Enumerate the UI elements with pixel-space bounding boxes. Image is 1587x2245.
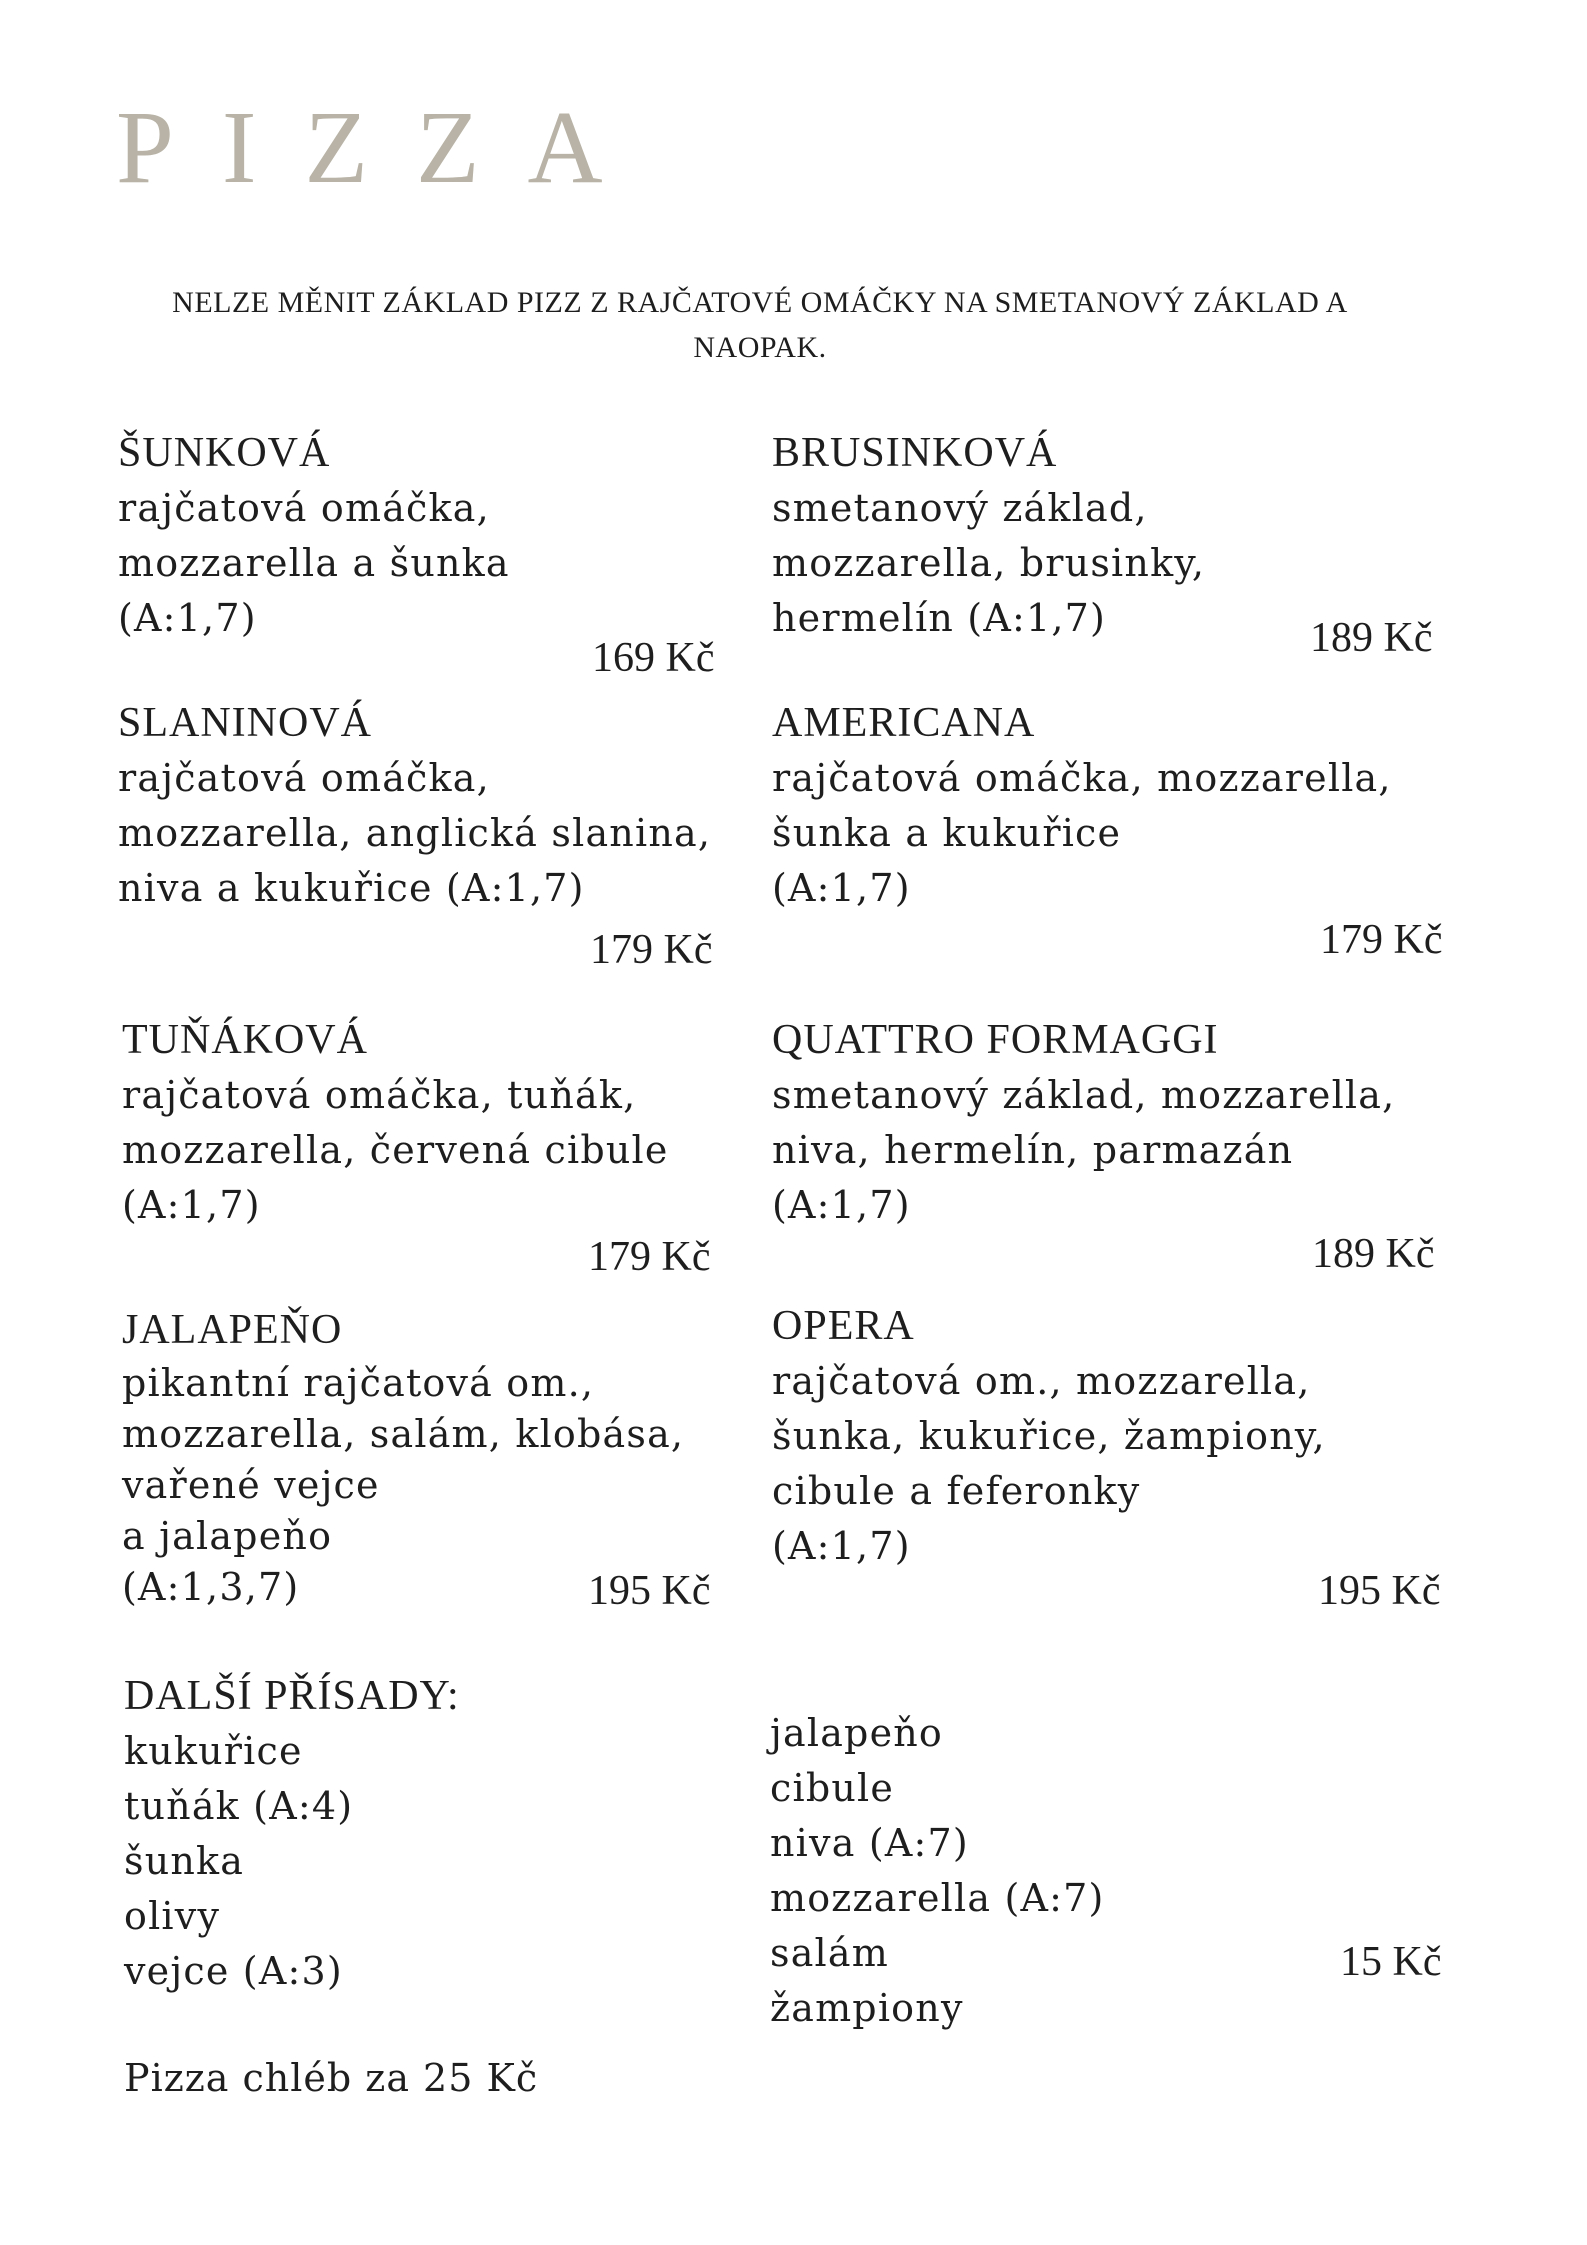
item-price: 179 Kč bbox=[1320, 917, 1443, 963]
item-price: 189 Kč bbox=[1310, 615, 1433, 661]
extras-right-list bbox=[770, 1706, 1290, 2036]
item-price: 179 Kč bbox=[590, 927, 713, 973]
menu-item-jalapeno bbox=[122, 1302, 752, 1642]
menu-item-slaninova bbox=[118, 695, 758, 985]
list-item: vejce (A:3) bbox=[124, 1949, 343, 1993]
item-name: QUATTRO FORMAGGI bbox=[772, 1017, 1219, 1063]
item-price: 179 Kč bbox=[588, 1234, 711, 1280]
item-price: 169 Kč bbox=[592, 635, 715, 681]
item-name: ŠUNKOVÁ bbox=[118, 430, 331, 476]
item-name: BRUSINKOVÁ bbox=[772, 430, 1058, 476]
item-price: 195 Kč bbox=[588, 1568, 711, 1614]
item-description: rajčatová omáčka, mozzarella, šunka a kukuřice (A:1,7) bbox=[772, 756, 1392, 910]
list-item: jalapeňo bbox=[770, 1711, 944, 1755]
item-description: rajčatová om., mozzarella, šunka, kukuřice, žampiony, cibule a feferonky (A:1,7) bbox=[772, 1359, 1326, 1568]
menu-item-quattro-formaggi bbox=[772, 1012, 1462, 1292]
menu-item-sunkova bbox=[118, 425, 738, 685]
menu-notice: NELZE MĚNIT ZÁKLAD PIZZ Z RAJČATOVÉ OMÁČKY NA SMETANOVÝ ZÁKLAD A NAOPAK. bbox=[172, 286, 1348, 364]
menu-item-tunakova bbox=[122, 1012, 752, 1292]
page-title: PIZZA bbox=[116, 90, 651, 205]
item-name: JALAPEŇO bbox=[122, 1307, 343, 1353]
item-description: rajčatová omáčka, mozzarella a šunka (A:1,7) bbox=[118, 486, 510, 640]
list-item: šunka bbox=[124, 1839, 245, 1883]
list-item: niva (A:7) bbox=[770, 1821, 969, 1865]
list-item: tuňák (A:4) bbox=[124, 1784, 354, 1828]
menu-item-brusinkova bbox=[772, 425, 1452, 665]
pizza-bread-note: Pizza chléb za 25 Kč bbox=[124, 2056, 539, 2100]
list-item: žampiony bbox=[770, 1986, 964, 2030]
item-description: smetanový základ, mozzarella, brusinky, hermelín (A:1,7) bbox=[772, 486, 1206, 640]
item-description: rajčatová omáčka, mozzarella, anglická slanina, niva a kukuřice (A:1,7) bbox=[118, 756, 712, 910]
list-item: kukuřice bbox=[124, 1729, 303, 1773]
extras-price: 15 Kč bbox=[1340, 1939, 1442, 1985]
item-name: OPERA bbox=[772, 1303, 915, 1349]
item-name: TUŇÁKOVÁ bbox=[122, 1017, 368, 1063]
item-name: AMERICANA bbox=[772, 700, 1036, 746]
item-price: 189 Kč bbox=[1312, 1231, 1435, 1277]
item-description: pikantní rajčatová om., mozzarella, salám, klobása, vařené vejce a jalapeňo (A:1,3,7) bbox=[122, 1361, 685, 1609]
item-description: rajčatová omáčka, tuňák, mozzarella, červená cibule (A:1,7) bbox=[122, 1073, 669, 1227]
list-item: salám bbox=[770, 1931, 889, 1975]
list-item: cibule bbox=[770, 1766, 895, 1810]
list-item: mozzarella (A:7) bbox=[770, 1876, 1105, 1920]
item-price: 195 Kč bbox=[1318, 1568, 1441, 1614]
item-description: smetanový základ, mozzarella, niva, hermelín, parmazán (A:1,7) bbox=[772, 1073, 1396, 1227]
extras-left-list bbox=[124, 1668, 644, 1999]
menu-item-americana bbox=[772, 695, 1462, 975]
list-item: olivy bbox=[124, 1894, 221, 1938]
menu-item-opera bbox=[772, 1298, 1472, 1618]
item-name: SLANINOVÁ bbox=[118, 700, 372, 746]
extras-heading: DALŠÍ PŘÍSADY: bbox=[124, 1673, 460, 1719]
